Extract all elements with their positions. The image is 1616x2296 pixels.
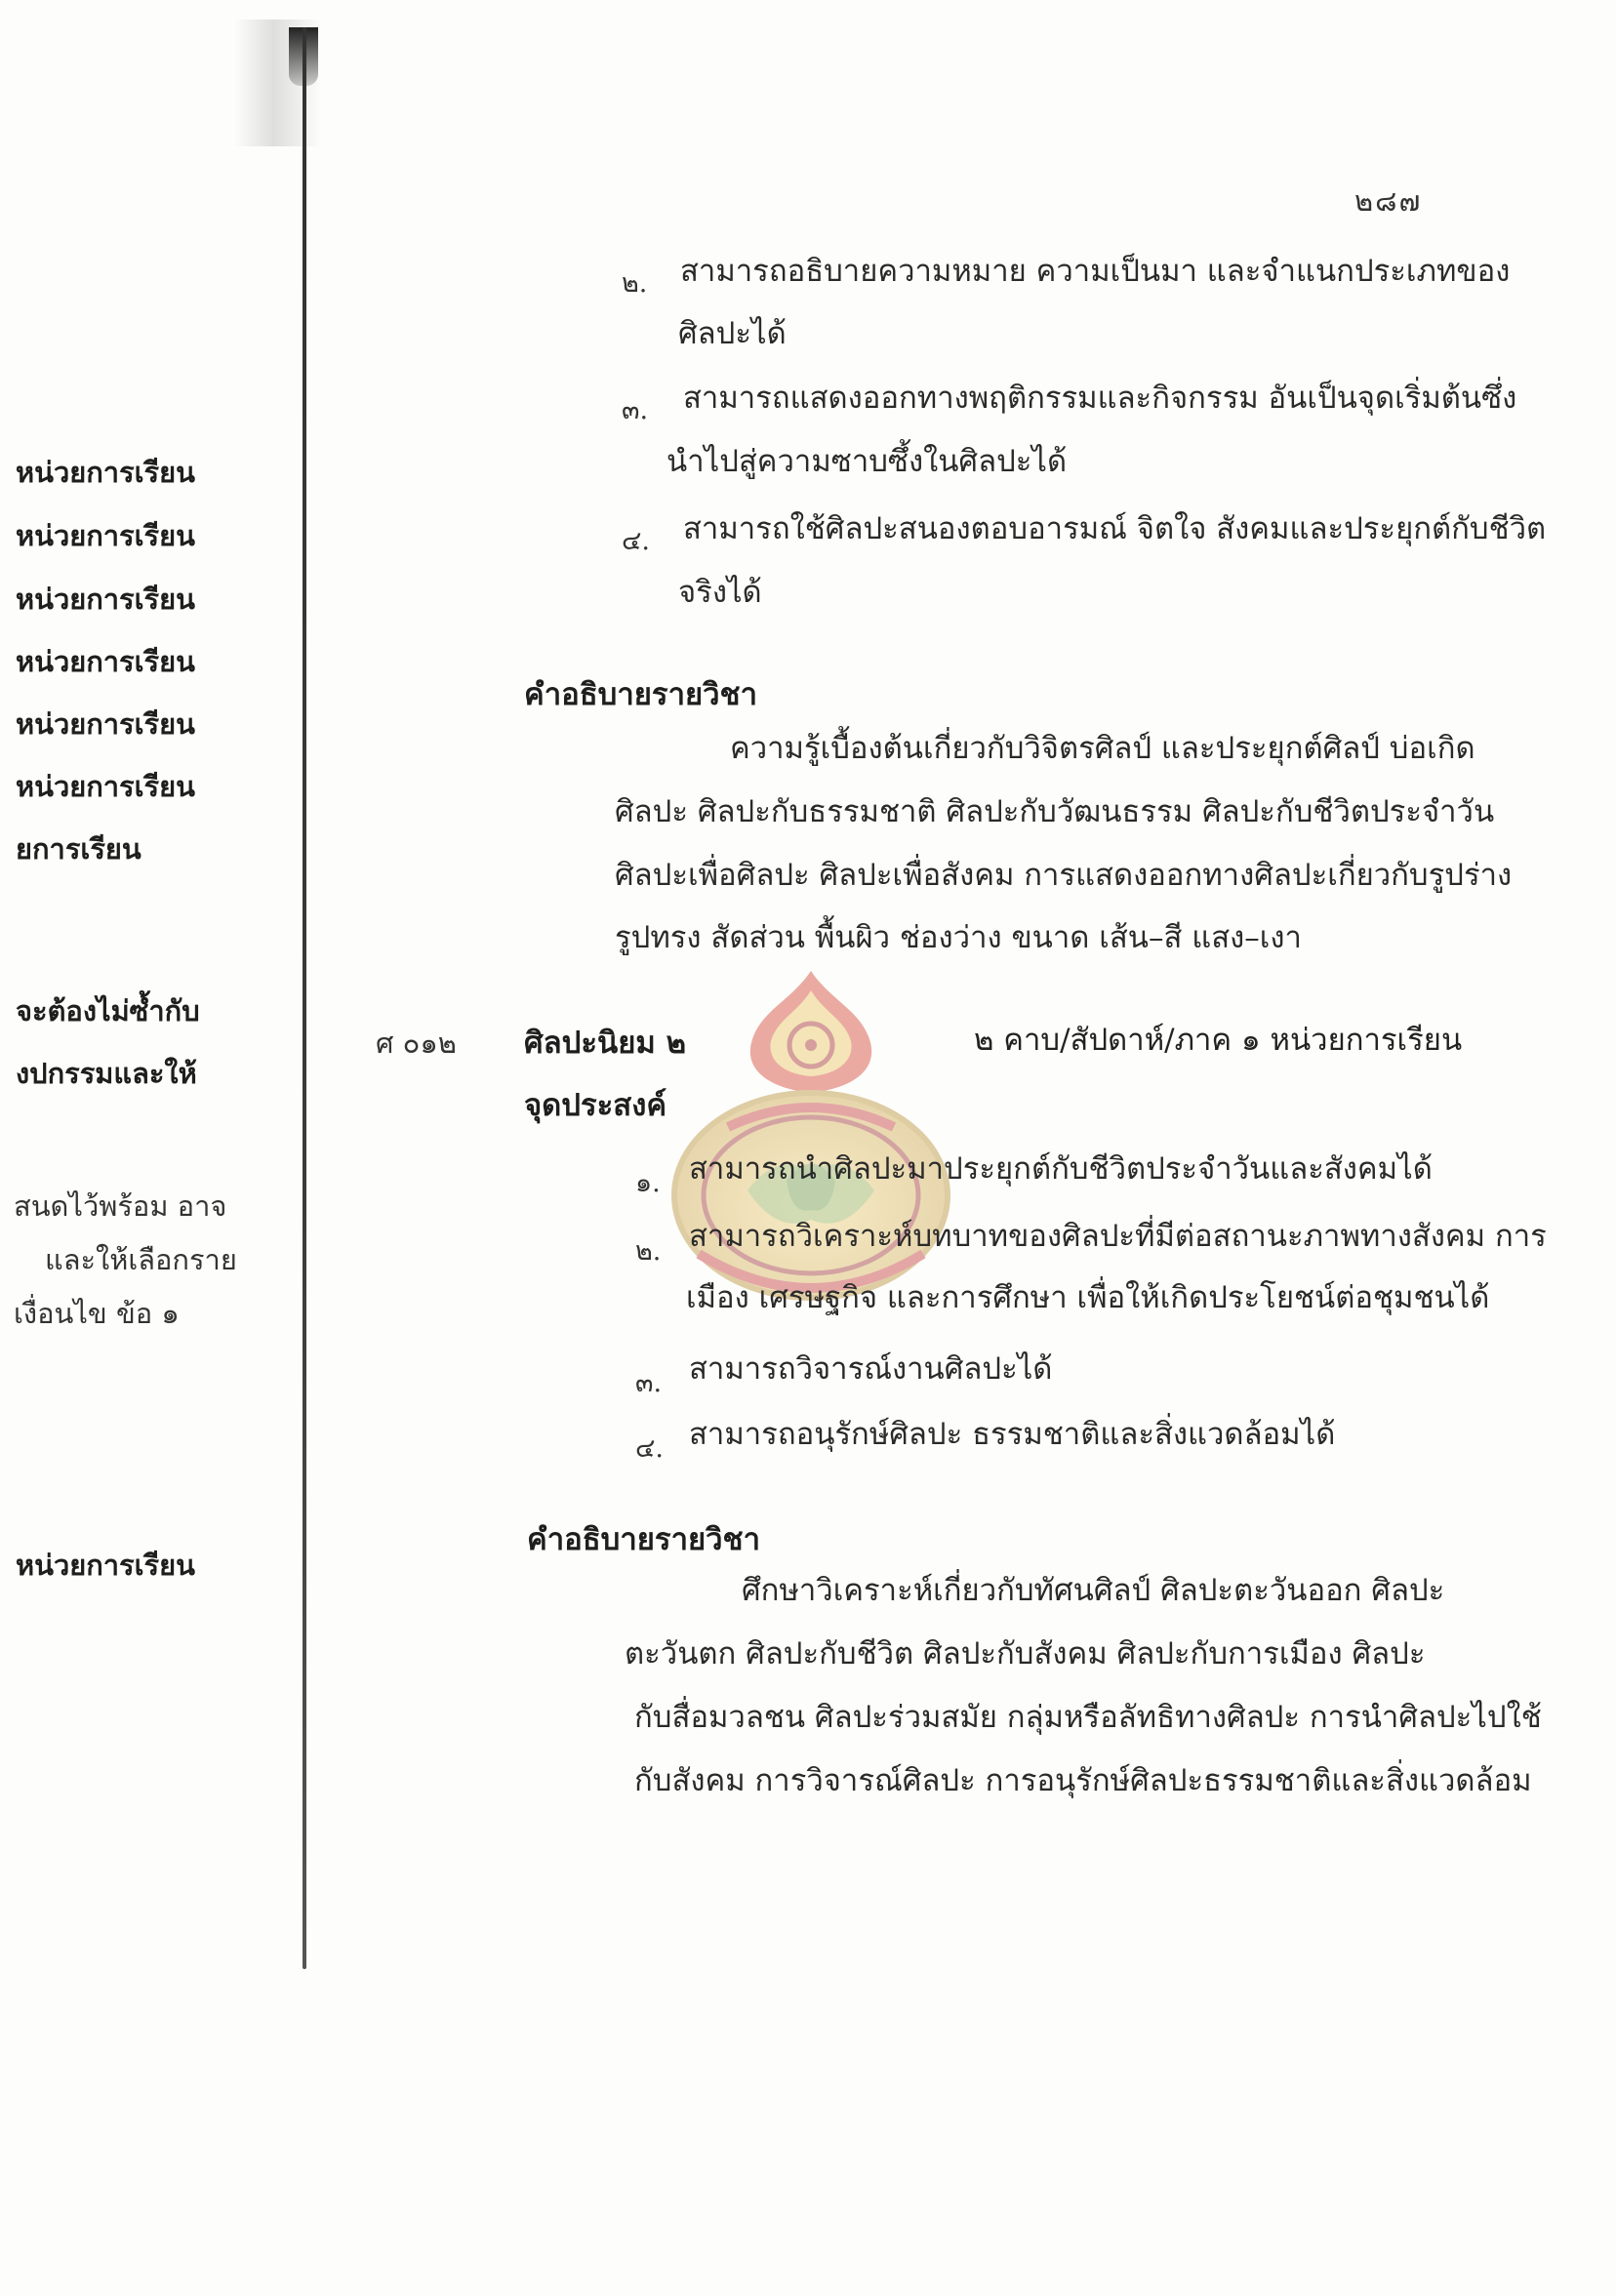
description-line: ศิลปะ ศิลปะกับธรรมชาติ ศิลปะกับวัฒนธรรม ศิลปะกับชีวิตประจำวัน bbox=[615, 794, 1495, 829]
school-emblem-watermark bbox=[660, 961, 962, 1308]
description-line: ความรู้เบื้องต้นเกี่ยวกับวิจิตรศิลป์ และประยุกต์ศิลป์ บ่อเกิด bbox=[730, 731, 1475, 766]
objective-line: สามารถอธิบายความหมาย ความเป็นมา และจำแนกประเภทของ bbox=[680, 254, 1511, 289]
objective-line: เมือง เศรษฐกิจ และการศึกษา เพื่อให้เกิดประโยชน์ต่อชุมชนได้ bbox=[686, 1280, 1490, 1315]
left-fragment-7: หน่วยการเรียน bbox=[16, 1549, 195, 1582]
objective-line: สามารถวิเคราะห์บทบาทของศิลปะที่มีต่อสถานะภาพทางสังคม การ bbox=[689, 1219, 1547, 1254]
left-unit-label-3: หน่วยการเรียน bbox=[16, 583, 195, 616]
objective-line: นำไปสู่ความซาบซึ้งในศิลปะได้ bbox=[667, 444, 1068, 479]
description-heading: คำอธิบายรายวิชา bbox=[524, 677, 758, 712]
description-line: กับสื่อมวลชน ศิลปะร่วมสมัย กลุ่มหรือลัทธิทางศิลปะ การนำศิลปะไปใช้ bbox=[634, 1700, 1542, 1735]
left-fragment-3: งปกรรมและให้ bbox=[16, 1057, 197, 1090]
left-fragment-4: สนดไว้พร้อม อาจ bbox=[14, 1189, 227, 1223]
left-fragment-6: เงื่อนไข ข้อ ๑ bbox=[14, 1297, 180, 1330]
objective-line: ศิลปะได้ bbox=[678, 316, 787, 351]
objective-number: ๔. bbox=[635, 1433, 665, 1464]
left-unit-label-6: หน่วยการเรียน bbox=[16, 770, 195, 803]
course-code: ศ ๐๑๒ bbox=[376, 1027, 457, 1060]
left-unit-label-4: หน่วยการเรียน bbox=[16, 645, 195, 678]
page-number: ๒๘๗ bbox=[1354, 184, 1423, 218]
objective-number: ๒. bbox=[635, 1236, 662, 1267]
objective-line: จริงได้ bbox=[678, 575, 762, 610]
objective-number: ๒. bbox=[622, 268, 648, 299]
left-fragment-5: และให้เลือกราย bbox=[45, 1243, 237, 1276]
objective-line: สามารถแสดงออกทางพฤติกรรมและกิจกรรม อันเป็นจุดเริ่มต้นซึ่ง bbox=[683, 381, 1517, 416]
left-fragment-2: จะต้องไม่ซ้ำกับ bbox=[16, 994, 200, 1027]
description-line: ตะวันตก ศิลปะกับชีวิต ศิลปะกับสังคม ศิลปะกับการเมือง ศิลปะ bbox=[625, 1636, 1426, 1672]
objective-number: ๓. bbox=[635, 1368, 663, 1398]
objective-line: สามารถอนุรักษ์ศิลปะ ธรรมชาติและสิ่งแวดล้อมได้ bbox=[689, 1417, 1336, 1452]
binding-line bbox=[303, 27, 306, 1969]
description-line: ศึกษาวิเคราะห์เกี่ยวกับทัศนศิลป์ ศิลปะตะวันออก ศิลปะ bbox=[742, 1573, 1445, 1608]
description-heading: คำอธิบายรายวิชา bbox=[527, 1522, 761, 1557]
objective-number: ๑. bbox=[635, 1168, 661, 1198]
objectives-heading: จุดประสงค์ bbox=[524, 1088, 667, 1123]
course-hours: ๒ คาบ/สัปดาห์/ภาค ๑ หน่วยการเรียน bbox=[974, 1023, 1463, 1058]
description-line: กับสังคม การวิจารณ์ศิลปะ การอนุรักษ์ศิลปะธรรมชาติและสิ่งแวดล้อม bbox=[634, 1763, 1532, 1798]
left-unit-label-2: หน่วยการเรียน bbox=[16, 519, 195, 552]
objective-line: สามารถวิจารณ์งานศิลปะได้ bbox=[689, 1351, 1053, 1387]
description-line: ศิลปะเพื่อศิลปะ ศิลปะเพื่อสังคม การแสดงออกทางศิลปะเกี่ยวกับรูปร่าง bbox=[615, 858, 1513, 893]
objective-line: สามารถใช้ศิลปะสนองตอบอารมณ์ จิตใจ สังคมและประยุกต์กับชีวิต bbox=[683, 511, 1547, 546]
objective-number: ๔. bbox=[622, 526, 651, 556]
description-line: รูปทรง สัดส่วน พื้นผิว ช่องว่าง ขนาด เส้น–สี แสง–เงา bbox=[615, 920, 1302, 955]
objective-number: ๓. bbox=[622, 395, 649, 425]
objective-line: สามารถนำศิลปะมาประยุกต์กับชีวิตประจำวันและสังคมได้ bbox=[689, 1151, 1433, 1187]
left-unit-label-1: หน่วยการเรียน bbox=[16, 456, 195, 489]
left-fragment-1: ยการเรียน bbox=[16, 832, 141, 866]
course-title: ศิลปะนิยม ๒ bbox=[524, 1026, 687, 1061]
left-unit-label-5: หน่วยการเรียน bbox=[16, 707, 195, 741]
